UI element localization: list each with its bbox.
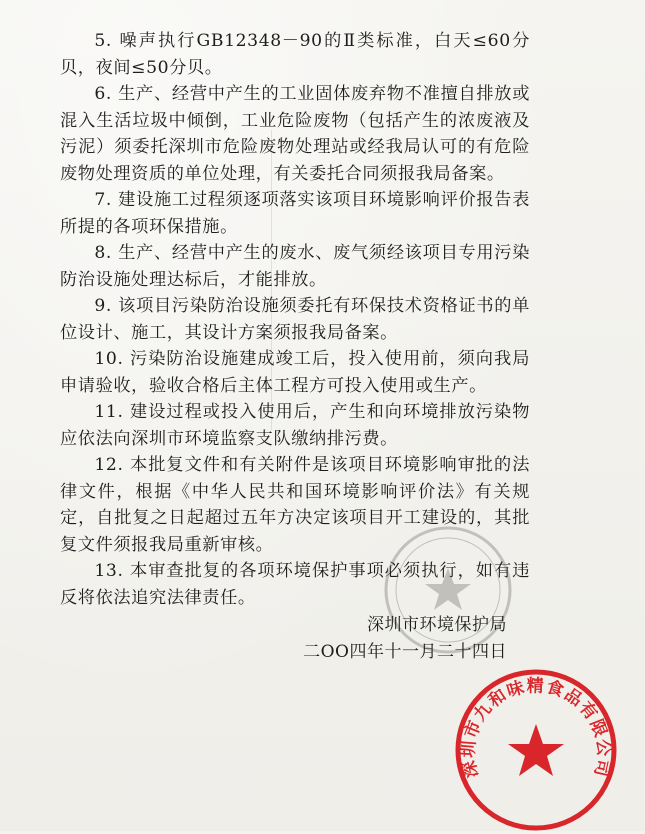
clause-7: 7. 建设施工过程须逐项落实该项目环境影响评价报告表所提的各项环保措施。 bbox=[60, 190, 530, 237]
clause-5: 5. 噪声执行GB12348－90的Ⅱ类标准，白天≤60分贝，夜间≤50分贝。 bbox=[60, 31, 530, 78]
issuer-name: 深圳市环境保护局 bbox=[367, 615, 507, 635]
clause-10: 10. 污染防治设施建成竣工后，投入使用前，须向我局申请验收，验收合格后主体工程方可投入使用或生产。 bbox=[60, 349, 530, 396]
issue-date: 二OO四年十一月二十四日 bbox=[303, 642, 507, 662]
company-red-seal bbox=[452, 666, 620, 834]
clause-6: 6. 生产、经营中产生的工业固体废弃物不准擅自排放或混入生活垃圾中倾倒，工业危险废物（包括产生的浓废液及污泥）须委托深圳市危险废物处理站或经我局认可的有危险废物处理资质的单位处理，有关委托合同须报我局备案。 bbox=[60, 84, 530, 184]
clause-8: 8. 生产、经营中产生的废水、废气须经该项目专用污染防治设施处理达标后，才能排放。 bbox=[60, 243, 530, 290]
clause-11: 11. 建设过程或投入使用后，产生和向环境排放污染物应依法向深圳市环境监察支队缴纳排污费。 bbox=[60, 402, 530, 449]
seal-text: 深圳市九和味精食品有限公司 bbox=[458, 676, 614, 780]
signature-block bbox=[303, 612, 507, 666]
clause-9: 9. 该项目污染防治设施须委托有环保技术资格证书的单位设计、施工，其设计方案须报我局备案。 bbox=[60, 296, 530, 343]
clause-12: 12. 本批复文件和有关附件是该项目环境影响审批的法律文件，根据《中华人民共和国环境影响评价法》有关规定，自批复之日起超过五年方决定该项目开工建设的，其批复文件须报我局重新审核。 bbox=[60, 455, 530, 555]
clause-13: 13. 本审查批复的各项环境保护事项必须执行，如有违反将依法追究法律责任。 bbox=[60, 561, 530, 608]
seal-star-icon bbox=[508, 724, 564, 776]
